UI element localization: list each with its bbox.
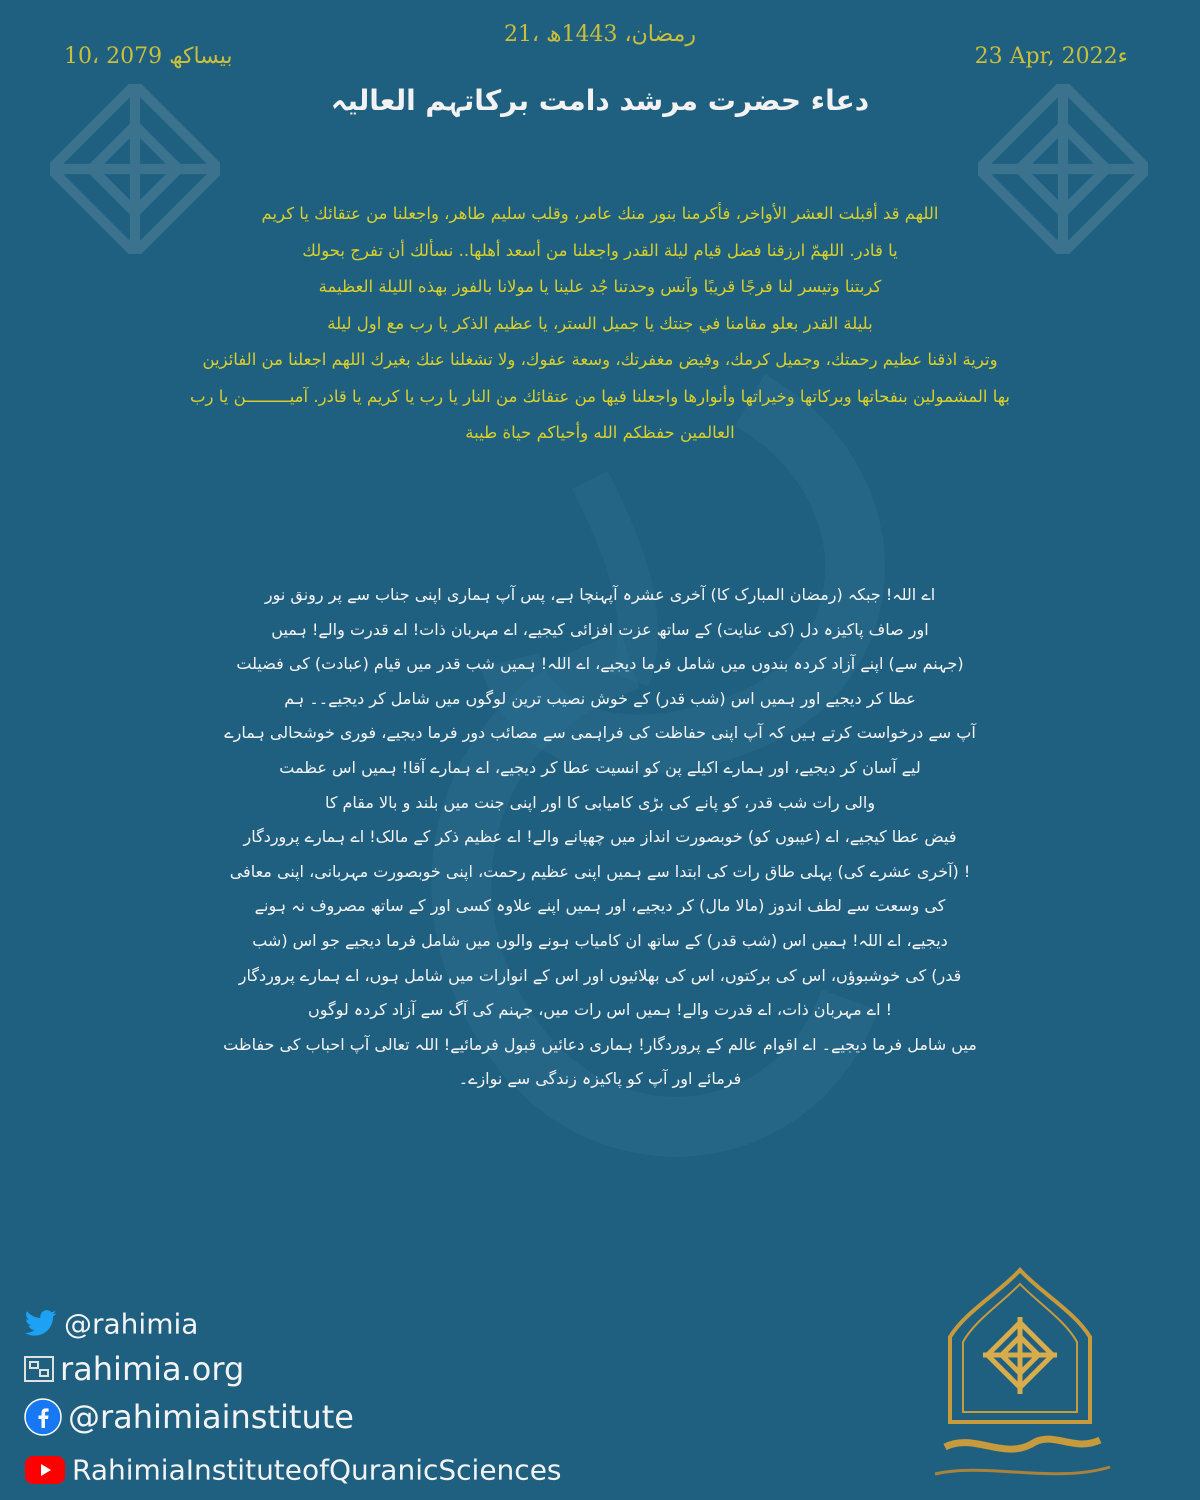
youtube-link[interactable]: [24, 1452, 562, 1487]
urdu-line: اے اللہ! جبکہ (رمضان المبارک کا) آخری عشرہ آپہنچا ہے، پس آپ ہماری اپنی جناب سے پر رونق نور: [264, 585, 936, 604]
urdu-line: فیض عطا کیجیے، اے (عیبوں کو) خوبصورت انداز میں چھپانے والے! اے عظیم ذکر کے مالک! اے ہمارے پروردگار: [243, 827, 957, 847]
twitter-link[interactable]: [24, 1306, 198, 1341]
urdu-line: قدر) کی خوشبوؤں، اس کی برکتوں، اس کی بھلائیوں اور اس کے انوارات میں شامل ہوں، اے ہمارے پروردگار: [238, 965, 962, 985]
twitter-handle: @rahimia: [64, 1307, 199, 1341]
youtube-channel: RahimiaInstituteofQuranicSciences: [72, 1453, 562, 1487]
facebook-icon: [24, 1398, 62, 1436]
urdu-line: فرمائے اور آپ کو پاکیزہ زندگی سے نوازے۔: [458, 1069, 742, 1089]
date-bikrami: 10، بیساکھ 2079: [64, 44, 233, 69]
facebook-handle: @rahimiainstitute: [68, 1398, 354, 1436]
urdu-line: میں شامل فرما دیجیے۔ اے اقوام عالم کے پروردگار! ہماری دعائیں قبول فرمائیے! اللہ تعالی آپ احباب کی حفاظت: [223, 1034, 977, 1054]
arabic-line: كربتنا وتيسر لنا فرجًا قريبًا وآنس وحدتنا جُد علينا يا مولانا بالفوز بهذه الليلة العظيمة: [318, 277, 882, 296]
urdu-line: لیے آسان کر دیجیے، اور ہمارے اکیلے پن کو انسیت عطا کر دیجیے، اے ہمارے آقا! ہمیں اس عظمت: [279, 757, 921, 777]
arabic-line: بليلة القدر بعلو مقامنا في جنتك يا جميل الستر، يا عظيم الذكر يا رب مع اول ليلة: [327, 313, 873, 333]
rahimia-logo-icon: [905, 1262, 1135, 1492]
arabic-dua: [60, 196, 1140, 452]
page-title: دعاء حضرت مرشد دامت برکاتہم العالیہ: [330, 84, 870, 117]
urdu-line: دیجیے، اے اللہ! ہمیں اس (شب قدر) کے ساتھ ان کامیاب ہونے والوں میں شامل فرما دیجیے جو اس (شب: [252, 930, 948, 950]
arabic-line: يا قادر. اللهمّ ارزقنا فضل قيام ليلة القدر واجعلنا من أسعد أهلها.. نسألك أن تفرج بحولك: [302, 240, 898, 260]
urdu-line: ! (آخری عشرے کی) پہلی طاق رات کی ابتدا سے ہمیں اپنی عظیم رحمت، اپنی خوبصورت مہربانی، اپنی معافی: [229, 861, 971, 881]
arabic-line: بها المشمولين بنفحاتها وبركاتها وخيراتها وأنوارها واجعلنا فيها من عتقائك من النار يا رب يا كريم يا قادر. آمیـــــــــن يا رب: [190, 386, 1010, 406]
urdu-line: ! اے مہربان ذات، اے قدرت والے! ہمیں اس رات میں، جہنم کی آگ سے آزاد کردہ لوگوں: [307, 1000, 893, 1020]
date-hijri: 21، رمضان، 1443ھ: [504, 22, 696, 47]
arabic-line: اللھم قد أقبلت العشر الأواخر، فأكرمنا بنور منك عامر، وقلب سليم طاهر، واجعلنا من عتقائك يا كريم: [261, 204, 939, 223]
website-logo-icon: [24, 1356, 54, 1382]
urdu-line: والی رات شب قدر، کو پانے کی بڑی کامیابی کا اور اپنی جنت میں بلند و بالا مقام کا: [324, 792, 876, 812]
date-gregorian: 23 Apr, 2022ء: [974, 44, 1128, 69]
twitter-icon: [24, 1310, 58, 1338]
youtube-icon: [24, 1455, 66, 1485]
facebook-link[interactable]: [24, 1396, 354, 1436]
urdu-line: آپ سے درخواست کرتے ہیں کہ آپ اپنی حفاظت کی فراہمی سے مصائب دور فرما دیجیے، فوری خوشحالی ہمارے: [224, 723, 976, 743]
website-link[interactable]: [24, 1348, 244, 1388]
urdu-translation: [140, 578, 1060, 1097]
urdu-line: عطا کر دیجیے اور ہمیں اس (شب قدر) کے خوش نصیب ترین لوگوں میں شامل کر دیجیے۔۔ ہم: [284, 688, 916, 708]
website-url: rahimia.org: [60, 1350, 245, 1388]
arabic-line: وترية اذقنا عظيم رحمتك، وجميل كرمك، وفيض مغفرتك، وسعة عفوك، ولا تشغلنا عنك بغيرك اللهم اجعلنا من الفائزين: [202, 350, 998, 369]
urdu-line: کی وسعت سے لطف اندوز (مالا مال) کر دیجیے، اور ہمیں اپنے علاوہ کسی اور کے ساتھ مصروف نہ ہونے: [254, 896, 946, 916]
urdu-line: (جہنم سے) اپنے آزاد کردہ بندوں میں شامل فرما دیجیے، اے اللہ! ہمیں شب قدر میں قیام (عبادت) کی فضیلت: [236, 654, 964, 674]
arabic-line: العالمين حفظكم الله وأحياكم حياة طيبة: [465, 423, 735, 442]
urdu-line: اور صاف پاکیزہ دل (کی عنایت) کے ساتھ عزت افزائی کیجیے، اے مہربان ذات! اے قدرت والے! ہمیں: [271, 619, 929, 639]
